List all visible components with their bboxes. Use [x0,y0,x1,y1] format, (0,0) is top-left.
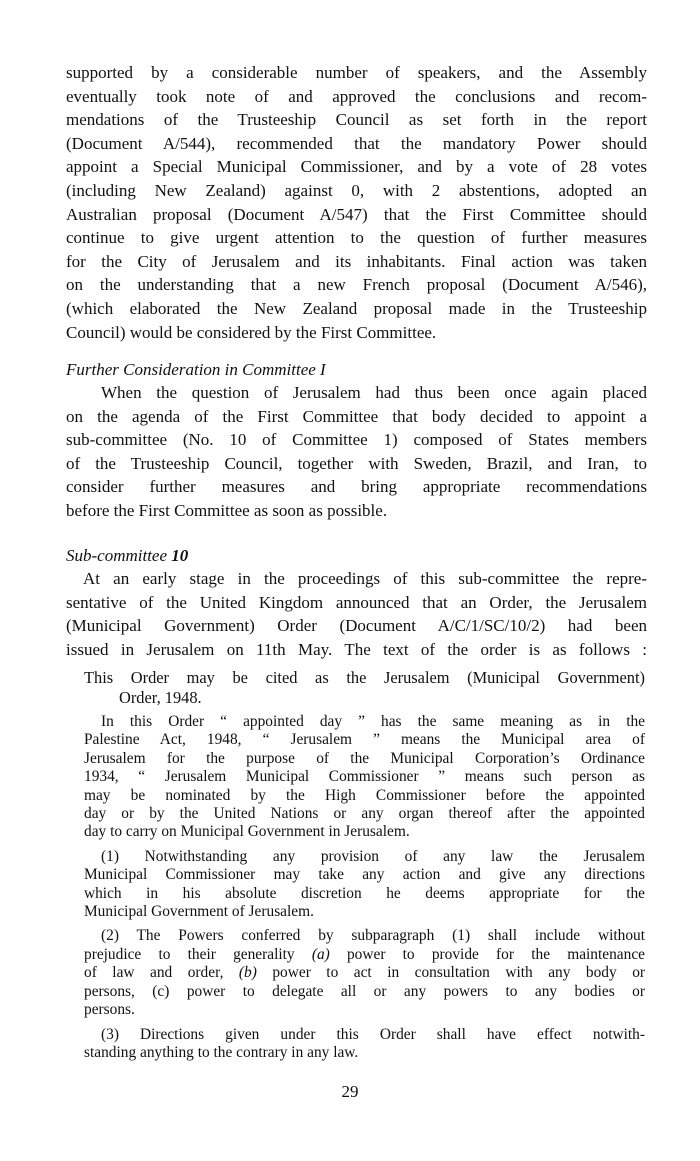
text-line: At an early stage in the proceedings of this sub-committee the repre- [83,569,647,588]
text-line: When the question of Jerusalem had thus been once again placed [101,383,647,402]
text-line: continue to give urgent attention to the question of further measures [66,228,647,248]
text-line: Council) would be considered by the First Committee. [66,322,437,342]
text-line: may be nominated by the High Commissioner before the appointed [84,786,645,804]
text-line: for the City of Jerusalem and its inhabitants. Final action was taken [66,251,647,271]
text-line: Palestine Act, 1948, “ Jerusalem ” means the Municipal area of [84,731,645,749]
text-span: power to provide for the maintenance [329,945,645,963]
text-line: (which elaborated the New Zealand proposal made in the Trusteeship [66,298,647,318]
text-line: of the Trusteeship Council, together with Sweden, Brazil, and Iran, to [66,453,647,473]
text-line: (including New Zealand) against 0, with 2 abstentions, adopted an [66,180,647,200]
heading-number: 10 [171,546,189,565]
text-line: day or by the United Nations or any organ thereof after the appointed [84,805,645,823]
section-heading [66,544,647,568]
text-line: which in his absolute discretion he deems appropriate for the [84,884,645,902]
text-line: Australian proposal (Document A/547) that the First Committee should [66,204,647,224]
text-line: (3) Directions given under this Order shall have effect notwith- [101,1025,645,1043]
text-line: (Document A/544), recommended that the mandatory Power should [66,133,647,153]
section-heading-committee [66,358,647,382]
text-line: appoint a Special Municipal Commissioner, and by a vote of 28 votes [66,157,647,177]
text-line: In this Order “ appointed day ” has the same meaning as in the [101,713,645,730]
heading-text: Sub-committee [66,546,168,565]
order-text [84,668,645,1062]
text-line [84,964,645,982]
text-line: Jerusalem for the purpose of the Municipal Corporation’s Ordinance [84,749,645,767]
text-line [84,946,645,964]
text-line: issued in Jerusalem on 11th May. The text of the order is as follows : [66,639,647,659]
text-line: This Order may be cited as the Jerusalem (Municipal Government) [84,668,645,687]
text-line: Municipal Commissioner may take any action and give any directions [84,866,645,884]
text-line [84,983,645,1001]
section-heading: Further Consideration in Committee I [66,360,326,379]
text-line: eventually took note of and approved the conclusions and recom- [66,86,647,106]
text-line: consider further measures and bring appropriate recommendations [66,477,647,497]
text-span: prejudice to their generality [84,945,312,963]
text-span: power to act in consultation with any body or [256,964,646,982]
text-line: (2) The Powers conferred by subparagraph (1) shall include without [101,927,645,945]
text-span: of law and order, [84,964,239,982]
text-line: mendations of the Trusteeship Council as set forth in the report [66,110,647,130]
text-line: on the understanding that a new French proposal (Document A/546), [66,275,647,295]
subcommittee-paragraph [66,567,647,661]
text-line: Order, 1948. [119,687,202,707]
text-line: Municipal Government of Jerusalem. [84,903,314,921]
letter-marker: (a) [311,945,330,963]
committee-paragraph [66,381,647,523]
text-line: day to carry on Municipal Government in Jerusalem. [84,823,410,841]
intro-paragraph [66,61,647,344]
text-line: 1934, “ Jerusalem Municipal Commissioner ” means such person as [84,768,645,786]
text-line: sub-committee (No. 10 of Committee 1) composed of States members [66,430,647,450]
text-line: standing anything to the contrary in any law. [84,1043,359,1061]
text-line: before the First Committee as soon as possible. [66,500,388,520]
section-heading-subcommittee [66,544,647,568]
text-line: sentative of the United Kingdom announced that an Order, the Jerusalem [66,592,647,612]
text-line: on the agenda of the First Committee that body decided to appoint a [66,406,647,426]
text-line: (1) Notwithstanding any provision of any law the Jerusalem [101,847,645,865]
text-line: (Municipal Government) Order (Document A/C/1/SC/10/2) had been [66,616,647,636]
letter-marker: (b) [238,964,257,982]
page-number: 29 [341,1082,359,1101]
text-span: power to delegate all or any powers to any bodies or [169,982,645,1000]
text-line: supported by a considerable number of speakers, and the Assembly [66,63,647,82]
text-line: persons. [84,1001,135,1019]
text-span: persons, (c) [84,982,170,1000]
